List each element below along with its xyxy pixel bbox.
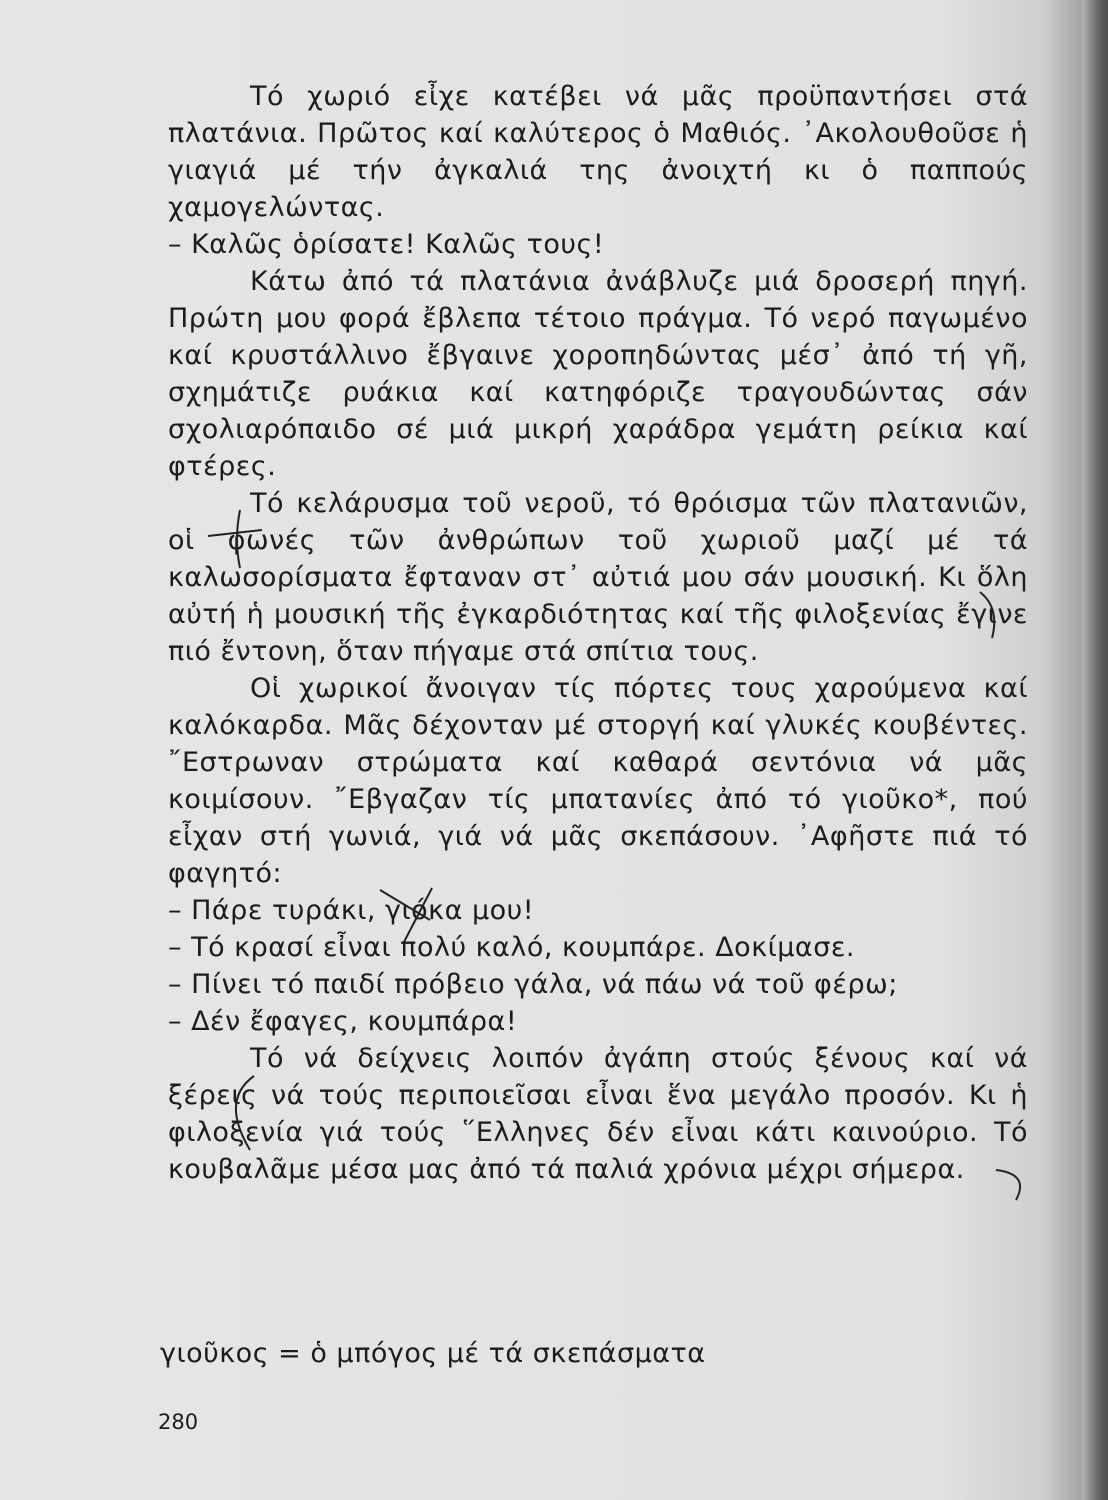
dialog-cheese: – Πάρε τυράκι, γιόκα μου! [168,895,535,926]
book-spine-shadow [1082,0,1108,1500]
paragraph-spring: Κάτω ἀπό τά πλατάνια ἀνάβλυζε μιά δροσερή πηγή. Πρώτη μου φορά ἔβλεπα τέτοιο πράγμα. Τό νερό παγωμένο καί κρυστάλλινο ἔβγαινε χοροπηδώντας μέσ᾿ ἀπό τή γῆ, σχημάτιζε ρυάκια καί κατηφόριζε τραγουδώντας σάν σχολιαρόπαιδο σέ μιά μικρή χαράδρα γεμάτη ρείκια καί φτέρες. [168,266,1028,482]
dialog-wine: – Τό κρασί εἶναι πολύ καλό, κουμπάρε. Δοκίμασε. [168,932,856,963]
footnote: γιοῦκος = ὁ μπόγος μέ τά σκεπάσματα [160,1338,706,1369]
dialog-milk: – Πίνει τό παιδί πρόβειο γάλα, νά πάω νά τοῦ φέρω; [168,969,898,1000]
page-number: 280 [158,1410,199,1434]
paragraph-villagers: Οἱ χωρικοί ἄνοιγαν τίς πόρτες τους χαρούμενα καί καλόκαρδα. Μᾶς δέχονταν μέ στοργή καί γλυκές κουβέντες. ῎Εστρωναν στρώματα καί καθαρά σεντόνια νά μᾶς κοιμίσουν. ῎Εβγαζαν τίς μπατανίες ἀπό τό γιοῦκο*, πού εἶχαν στή γωνιά, γιά νά μᾶς σκεπάσουν. ᾿Αφῆστε πιά τό φαγητό: [168,673,1028,889]
dialog-didnt-eat: – Δέν ἔφαγες, κουμπάρα! [168,1006,518,1037]
dialog-welcome: – Καλῶς ὁρίσατε! Καλῶς τους! [168,229,605,260]
body-text [168,78,1028,1188]
paragraph-music: Τό κελάρυσμα τοῦ νεροῦ, τό θρόισμα τῶν πλατανιῶν, οἱ φωνές τῶν ἀνθρώπων τοῦ χωριοῦ μαζί μέ τά καλωσορίσματα ἔφταναν στ᾿ αὐτιά μου σάν μουσική. Κι ὅλη αὐτή ἡ μουσική τῆς ἐγκαρδιότητας καί τῆς φιλοξενίας ἔγινε πιό ἔντονη, ὅταν πήγαμε στά σπίτια τους. [168,488,1028,667]
paragraph-arrival: Τό χωριό εἶχε κατέβει νά μᾶς προϋπαντήσει στά πλατάνια. Πρῶτος καί καλύτερος ὁ Μαθιός. ᾿Ακολουθοῦσε ἡ γιαγιά μέ τήν ἀγκαλιά της ἀνοιχτή κι ὁ παππούς χαμογελώντας. [168,81,1028,223]
paragraph-hospitality: Τό νά δείχνεις λοιπόν ἀγάπη στούς ξένους καί νά ξέρεις νά τούς περιποιεῖσαι εἶναι ἕνα μεγάλο προσόν. Κι ἡ φιλοξενία γιά τούς ῞Ελληνες δέν εἶναι κάτι καινούριο. Τό κουβαλᾶμε μέσα μας ἀπό τά παλιά χρόνια μέχρι σήμερα. [168,1043,1028,1185]
